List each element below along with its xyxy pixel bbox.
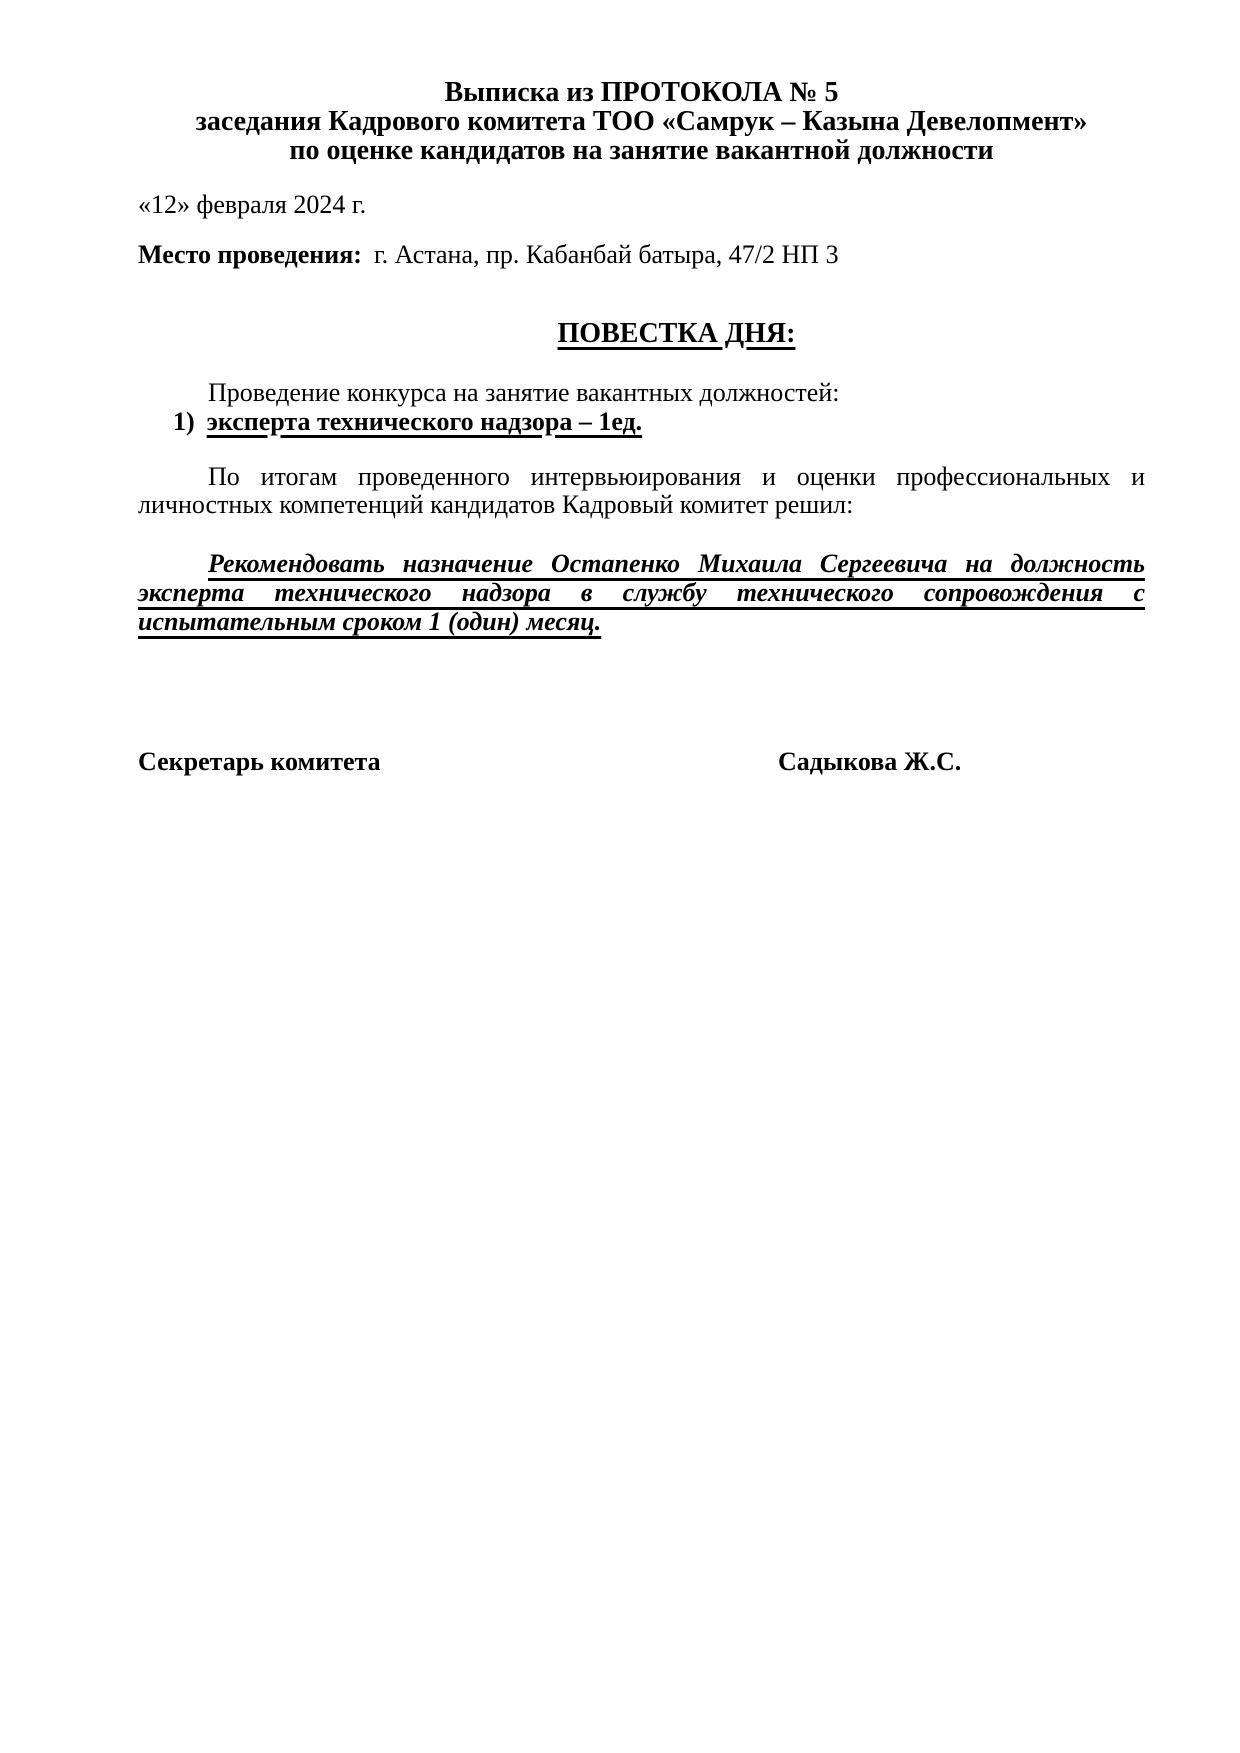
document-date: «12» февраля 2024 г. xyxy=(138,190,367,219)
venue-label: Место проведения: xyxy=(138,240,362,269)
venue-value: г. Астана, пр. Кабанбай батыра, 47/2 НП 3 xyxy=(373,240,839,269)
agenda-heading xyxy=(138,319,1145,349)
agenda-intro: Проведение конкурса на занятие вакантных должностей: xyxy=(208,378,840,407)
resolution-intro-paragraph: По итогам проведенного интервьюирования и оценки профессиональных и личностных компетенций кандидатов Кадровый комитет решил: xyxy=(138,462,1145,519)
agenda-item-1 xyxy=(138,407,1145,437)
agenda-item-number: 1) xyxy=(173,407,195,436)
venue-line xyxy=(138,241,1145,269)
title-line-1: Выписка из ПРОТОКОЛА № 5 xyxy=(444,77,839,108)
document-title xyxy=(138,78,1145,165)
title-line-3: по оценке кандидатов на занятие вакантной должности xyxy=(289,135,994,166)
signature-name: Садыкова Ж.С. xyxy=(778,747,962,776)
title-line-2: заседания Кадрового комитета ТОО «Самрук – Казына Девелопмент» xyxy=(195,106,1088,137)
agenda-heading-text: ПОВЕСТКА ДНЯ: xyxy=(557,318,796,349)
agenda-item-text: эксперта технического надзора – 1ед. xyxy=(206,407,643,436)
signature-role: Секретарь комитета xyxy=(138,747,381,776)
signature-block xyxy=(138,748,1145,776)
recommendation-paragraph: Рекомендовать назначение Остапенко Михаила Сергеевича на должность эксперта технического надзора в службу технического сопровождения с испытательным сроком 1 (один) месяц. xyxy=(138,549,1145,636)
